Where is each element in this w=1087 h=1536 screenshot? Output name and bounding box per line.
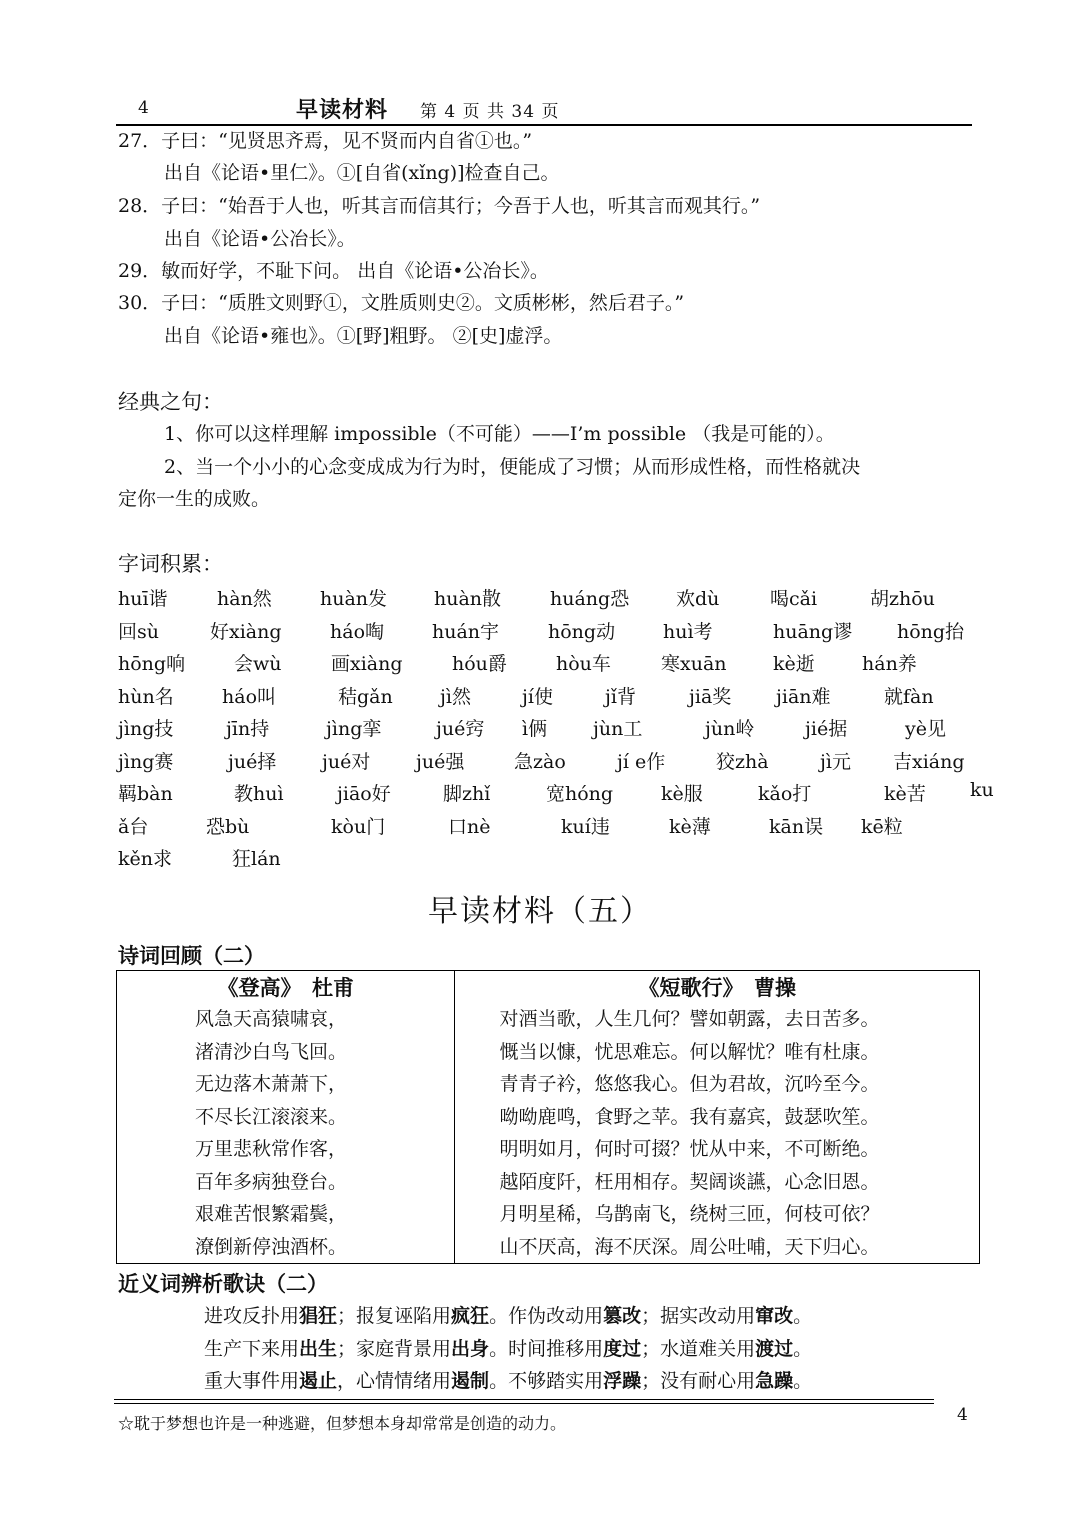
vocab-item: 秸gǎn — [338, 685, 393, 708]
footer-rule — [114, 1399, 934, 1400]
header-page-info: 第 4 页 共 34 页 — [420, 102, 560, 122]
synonym-text: ；家庭背景用 — [337, 1337, 452, 1360]
vocab-item: 好xiàng — [210, 620, 282, 643]
poem-title-dengao: 《登高》 杜甫 — [217, 975, 354, 1000]
poem-line: 万里悲秋常作客， — [195, 1138, 348, 1160]
vocab-item: huáng恐 — [550, 588, 630, 610]
vocab-row — [0, 844, 1087, 872]
synonym-term: 遏止 — [299, 1370, 338, 1392]
poem-line: 风急天高猿啸哀， — [195, 1008, 348, 1030]
synonym-term: 窜改 — [755, 1305, 794, 1327]
vocab-row — [0, 649, 1087, 677]
vocab-item: 欢dù — [676, 588, 720, 610]
vocab-row — [0, 779, 1087, 807]
synonym-text: 。时间推移用 — [489, 1337, 604, 1360]
vocab-item: 喝cǎi — [770, 588, 818, 610]
vocab-item: jí e作 — [617, 750, 666, 773]
vocab-item: 急zào — [514, 750, 566, 773]
vocab-item: hòu车 — [556, 653, 611, 675]
vocab-item: kè薄 — [669, 815, 711, 838]
synonym-text: ；报复诬陷用 — [337, 1305, 452, 1327]
vocab-item: 回sù — [118, 620, 159, 643]
synonym-term: 猖狂 — [299, 1305, 338, 1327]
synonym-term: 度过 — [603, 1337, 642, 1360]
vocab-item: jiān难 — [776, 685, 831, 708]
vocab-item: huì考 — [663, 620, 713, 643]
synonym-term: 急躁 — [755, 1370, 794, 1392]
synonym-text: 。 — [793, 1370, 813, 1392]
poem-line: 艰难苦恨繁霜鬓， — [195, 1203, 348, 1225]
analects-30-source: 出自《论语•雍也》。①[野]粗野。 ②[史]虚浮。 — [164, 325, 563, 347]
synonym-text: ，心情情绪用 — [337, 1370, 452, 1392]
synonym-line — [204, 1365, 812, 1398]
poem-cell-duangexing — [455, 971, 980, 1264]
synonym-text: 。不够踏实用 — [489, 1370, 604, 1392]
synonym-term: 出生 — [299, 1337, 338, 1360]
header-page-number: 4 — [138, 98, 149, 118]
synonym-line — [204, 1333, 812, 1366]
vocab-item: kè苦 — [884, 783, 926, 805]
synonym-text: ；没有耐心用 — [641, 1370, 756, 1392]
classics-heading: 经典之句： — [118, 390, 223, 414]
classics-line-1: 1、你可以这样理解 impossible（不可能）——I’m possible （我是可能的）。 — [164, 423, 835, 445]
header-rule — [116, 124, 972, 126]
vocab-heading: 字词积累： — [118, 552, 223, 576]
vocab-item: 羁bàn — [118, 783, 173, 805]
vocab-item: kān误 — [769, 815, 824, 838]
poem-line: 呦呦鹿鸣，食野之苹。我有嘉宾，鼓瑟吹笙。 — [499, 1105, 880, 1128]
synonym-term: 浮躁 — [603, 1370, 642, 1392]
vocab-item: hùn名 — [118, 685, 174, 708]
vocab-item: 教huì — [234, 783, 284, 805]
analects-30: 30．子曰：“质胜文则野①，文胜质则史②。文质彬彬，然后君子。” — [118, 292, 685, 314]
vocab-item: kòu门 — [331, 815, 386, 838]
synonym-text: 生产下来用 — [204, 1337, 300, 1360]
poem-lines-dengao — [117, 1003, 454, 1263]
header-title: 早读材料 — [296, 97, 389, 123]
synonym-heading: 近义词辨析歌诀（二） — [118, 1272, 328, 1296]
poem-line: 潦倒新停浊酒杯。 — [195, 1235, 348, 1258]
vocab-item: ku — [970, 779, 994, 801]
poem-line: 越陌度阡，枉用相存。契阔谈讌，心念旧恩。 — [499, 1170, 880, 1193]
vocab-item: jǐ背 — [605, 685, 636, 708]
poem-section-heading: 诗词回顾（二） — [118, 944, 265, 968]
poem-line: 不尽长江滚滚来。 — [195, 1105, 348, 1128]
synonym-term: 渡过 — [755, 1337, 794, 1360]
vocab-item: jùn岭 — [705, 718, 755, 740]
vocab-item: huàn散 — [434, 588, 502, 610]
vocab-item: huāng谬 — [773, 620, 853, 643]
vocab-row — [0, 747, 1087, 775]
synonym-text: 进攻反扑用 — [204, 1305, 300, 1327]
poem-line: 无边落木萧萧下， — [195, 1073, 348, 1095]
analects-27: 27．子曰：“见贤思齐焉，见不贤而内自省①也。” — [118, 130, 533, 152]
vocab-item: huī谐 — [118, 588, 168, 610]
vocab-item: ì俩 — [522, 718, 548, 740]
vocab-item: huán宇 — [432, 620, 500, 643]
footer-page-number: 4 — [957, 1405, 968, 1425]
vocab-item: kǎo打 — [758, 783, 812, 805]
synonym-term: 篡改 — [603, 1305, 642, 1327]
vocab-item: jié据 — [805, 718, 848, 740]
analects-29: 29．敏而好学，不耻下问。 出自《论语•公冶长》。 — [118, 260, 549, 282]
footer-rule-2 — [114, 1403, 934, 1404]
vocab-item: hōng抬 — [897, 620, 965, 643]
vocab-item: jì元 — [820, 750, 851, 773]
vocab-item: huàn发 — [320, 588, 388, 610]
vocab-item: hán养 — [862, 653, 917, 675]
footer-quote: ☆耽于梦想也许是一种逃避，但梦想本身却常常是创造的动力。 — [118, 1414, 567, 1433]
vocab-item: 恐bù — [206, 815, 250, 838]
vocab-item: jìng挛 — [326, 718, 382, 740]
vocab-item: kuí违 — [561, 815, 610, 838]
poem-line: 月明星稀，乌鹊南飞，绕树三匝，何枝可依？ — [499, 1203, 880, 1225]
vocab-item: jùn工 — [593, 718, 643, 740]
vocab-item: 宽hóng — [546, 783, 614, 805]
vocab-item: hōng响 — [118, 653, 186, 675]
synonym-term: 出身 — [451, 1337, 490, 1360]
vocab-item: hōng动 — [548, 620, 616, 643]
vocab-item: háo叫 — [222, 685, 277, 708]
vocab-row — [0, 714, 1087, 742]
vocab-item: kè逝 — [773, 653, 815, 675]
vocab-item: yè见 — [905, 718, 946, 740]
poem-line: 渚清沙白鸟飞回。 — [195, 1040, 348, 1063]
poem-line: 对酒当歌，人生几何？譬如朝露，去日苦多。 — [499, 1008, 880, 1030]
poem-line: 百年多病独登台。 — [195, 1170, 348, 1193]
synonym-text: 。 — [793, 1305, 813, 1327]
vocab-row — [0, 617, 1087, 645]
poem-cell-dengao — [117, 971, 455, 1264]
vocab-item: jiā奖 — [689, 685, 732, 708]
synonym-text: ；水道难关用 — [641, 1337, 756, 1360]
classics-line-2: 2、当一个小小的心念变成成为行为时，便能成了习惯；从而形成性格，而性格就决 — [164, 456, 861, 478]
analects-28: 28．子曰：“始吾于人也，听其言而信其行；今吾于人也，听其言而观其行。” — [118, 195, 761, 217]
vocab-item: 狡zhà — [716, 750, 769, 773]
vocab-item: 狂lán — [232, 848, 281, 870]
vocab-item: jìng技 — [118, 718, 174, 740]
vocab-item: kěn求 — [118, 848, 172, 870]
synonym-text: 。作伪改动用 — [489, 1305, 604, 1327]
synonym-list — [204, 1300, 812, 1398]
vocab-row — [0, 682, 1087, 710]
vocab-item: 就fàn — [884, 685, 934, 708]
vocab-item: ǎ台 — [118, 815, 149, 838]
vocab-item: háo啕 — [330, 620, 385, 643]
vocab-item: 寒xuān — [661, 653, 727, 675]
vocab-item: jìng赛 — [118, 750, 174, 773]
analects-27-source: 出自《论语•里仁》。①[自省(xǐng)]检查自己。 — [164, 162, 560, 184]
vocab-item: jué对 — [322, 750, 371, 773]
vocab-item: jiāo好 — [337, 783, 391, 805]
poem-line: 明明如月，何时可掇？忧从中来，不可断绝。 — [499, 1138, 880, 1160]
analects-28-source: 出自《论语•公冶长》。 — [164, 228, 356, 250]
vocab-item: jué窍 — [436, 718, 485, 740]
poem-line: 青青子衿，悠悠我心。但为君故，沉吟至今。 — [499, 1073, 880, 1095]
vocab-row — [0, 584, 1087, 612]
vocab-item: jì然 — [440, 685, 471, 708]
vocab-item: hóu爵 — [452, 653, 507, 675]
vocab-item: 脚zhǐ — [443, 783, 491, 805]
vocab-item: 胡zhōu — [870, 588, 935, 610]
vocab-item: 会wù — [234, 653, 282, 675]
poem-line: 山不厌高，海不厌深。周公吐哺，天下归心。 — [499, 1235, 880, 1258]
vocab-item: jí使 — [522, 685, 553, 708]
synonym-text: 。 — [793, 1337, 813, 1360]
vocab-item: 吉xiáng — [893, 750, 965, 773]
poem-line: 慨当以慷，忧思难忘。何以解忧？唯有杜康。 — [499, 1040, 880, 1063]
poem-title-duangexing: 《短歌行》 曹操 — [638, 975, 796, 1000]
synonym-text: ；据实改动用 — [641, 1305, 756, 1327]
vocab-item: 口nè — [448, 815, 491, 838]
synonym-term: 遏制 — [451, 1370, 490, 1392]
vocab-item: jīn持 — [226, 718, 270, 740]
vocab-row — [0, 812, 1087, 840]
synonym-text: 重大事件用 — [204, 1370, 300, 1392]
synonym-term: 疯狂 — [451, 1305, 490, 1327]
vocab-item: jué强 — [416, 750, 465, 773]
section-title: 早读材料（五） — [428, 894, 652, 929]
vocab-item: kē粒 — [861, 815, 903, 838]
classics-line-2-cont: 定你一生的成败。 — [118, 488, 271, 510]
vocab-item: jué择 — [228, 750, 277, 773]
vocab-item: 画xiàng — [331, 653, 403, 675]
poem-table — [116, 970, 980, 1264]
vocab-item: kè服 — [661, 783, 703, 805]
poem-lines-duangexing — [455, 1003, 979, 1263]
vocab-grid — [0, 584, 1087, 874]
vocab-item: hàn然 — [217, 588, 272, 610]
synonym-line — [204, 1300, 812, 1333]
